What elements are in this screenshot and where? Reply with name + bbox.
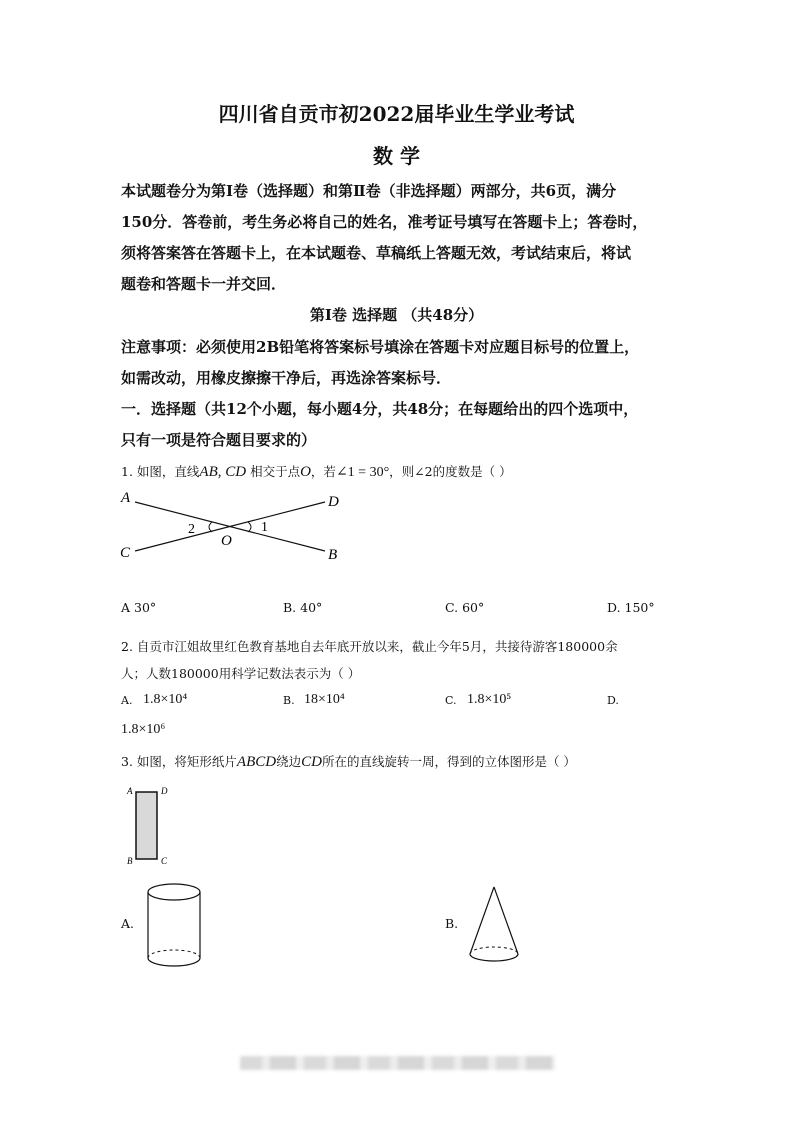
q1-prefix: 1. 如图，直线 (121, 464, 200, 479)
intro-line-1: 本试题卷分为第Ⅰ卷（选择题）和第Ⅱ卷（非选择题）两部分，共6页，满分 (121, 182, 617, 200)
part1-line-2: 只有一项是符合题目要求的） (121, 431, 317, 449)
q3-option-b-label: B. (445, 916, 459, 931)
label-b: B (328, 547, 338, 563)
q3-rect: ABCD (236, 754, 277, 770)
q1-lines: AB, CD (199, 464, 247, 480)
rect-label-b: B (127, 856, 133, 866)
q1-option-d: D. 150° (607, 600, 655, 615)
intro-line-2: 150分．答卷前，考生务必将自己的姓名，准考证号填写在答题卡上；答卷时， (121, 213, 648, 231)
label-o: O (221, 533, 232, 549)
label-d: D (328, 494, 339, 510)
notice-line-1: 注意事项：必须使用2B铅笔将答案标号填涂在答题卡对应题目标号的位置上， (121, 338, 640, 356)
q2-line-1: 2. 自贡市江姐故里红色教育基地自去年底开放以来，截止今年5月，共接待游客180000余 (121, 639, 618, 654)
q3-suffix: 所在的直线旋转一周，得到的立体图形是（ ） (321, 754, 576, 769)
q2-option-d-letter: D. (607, 694, 619, 707)
q1-mid2: ，若 (310, 464, 336, 479)
rect-label-a: A (127, 786, 133, 796)
q1-option-b: B. 40° (283, 600, 323, 615)
q3-mid: 绕边 (276, 754, 302, 769)
q2-option-a-letter: A. (121, 694, 133, 707)
q2-option-a-value: 1.8×10⁴ (143, 692, 188, 707)
rect-label-d: D (161, 786, 168, 796)
subject-title: 数 学 (373, 144, 420, 168)
q3-edge: CD (301, 754, 322, 770)
document-title: 四川省自贡市初2022届毕业生学业考试 (218, 102, 575, 126)
q3-prefix: 3. 如图，将矩形纸片 (121, 754, 237, 769)
notice-line-2: 如需改动，用橡皮擦擦干净后，再选涂答案标号． (121, 369, 452, 387)
q1-mid1: 相交于点 (250, 464, 301, 479)
q2-option-d-value: 1.8×10⁶ (121, 722, 166, 737)
label-c: C (120, 545, 131, 561)
q1-condition: ∠1 = 30° (335, 465, 390, 480)
q3-option-a-label: A. (121, 916, 135, 931)
blurred-footer-watermark (240, 1056, 555, 1070)
q2-line-2: 人；人数180000用科学记数法表示为（ ） (121, 666, 361, 681)
q1-suffix: ，则∠2的度数是（ ） (389, 464, 512, 479)
q1-option-a: A 30° (121, 600, 157, 615)
q2-option-b-letter: B. (283, 694, 295, 707)
part1-line-1: 一．选择题（共12个小题，每小题4分，共48分；在每题给出的四个选项中， (121, 400, 639, 418)
q2-option-b-value: 18×10⁴ (304, 692, 345, 707)
intro-line-4: 题卷和答题卡一并交回． (121, 275, 287, 293)
label-angle-2: 2 (188, 522, 195, 537)
label-angle-1: 1 (261, 520, 268, 535)
q2-option-c-value: 1.8×10⁵ (467, 692, 512, 707)
q1-option-c: C. 60° (445, 600, 485, 615)
section-title: 第Ⅰ卷 选择题 （共48分） (309, 306, 484, 324)
q1-point: O (300, 464, 311, 480)
rect-label-c: C (161, 856, 168, 866)
intro-line-3: 须将答案答在答题卡上，在本试题卷、草稿纸上答题无效，考试结束后，将试 (121, 244, 632, 262)
label-a: A (121, 490, 131, 506)
q2-option-c-letter: C. (445, 694, 457, 707)
